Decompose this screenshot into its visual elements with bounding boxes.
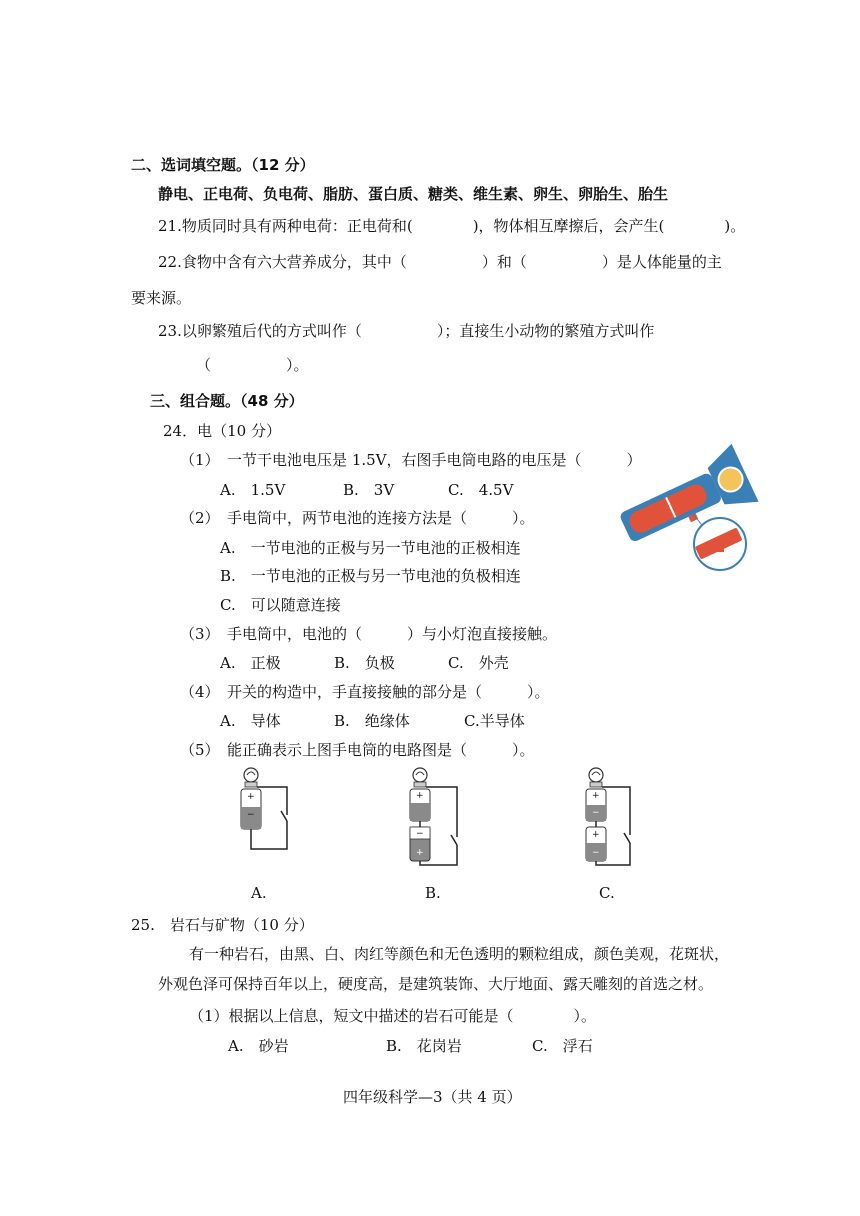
question-24-part2: （2） 手电筒中，两节电池的连接方法是（ ）。 xyxy=(180,509,535,527)
q24-p4-option-a: A. 导体 xyxy=(220,712,281,730)
q24-p1-option-a: A. 1.5V xyxy=(220,481,286,499)
q24-p2-option-a: A. 一节电池的正极与另一节电池的正极相连 xyxy=(220,539,521,557)
circuit-label-c: C. xyxy=(599,884,615,902)
circuit-label-b: B. xyxy=(425,884,441,902)
page-footer: 四年级科学—3（共 4 页） xyxy=(343,1088,522,1106)
q24-p1-option-b: B. 3V xyxy=(343,481,395,499)
question-23-line2: （ ）。 xyxy=(196,356,309,374)
svg-text:−: − xyxy=(416,829,424,839)
question-25-paragraph-line1: 有一种岩石，由黑、白、肉红等颜色和无色透明的颗粒组成，颜色美观，花斑状， xyxy=(189,945,730,963)
svg-text:−: − xyxy=(592,808,600,818)
question-24-part1: （1） 一节干电池电压是 1.5V，右图手电筒电路的电压是（ ） xyxy=(180,451,642,469)
question-24-part3: （3） 手电筒中，电池的（ ）与小灯泡直接接触。 xyxy=(180,625,558,643)
q24-p2-option-b: B. 一节电池的正极与另一节电池的负极相连 xyxy=(220,567,521,585)
svg-text:+: + xyxy=(592,791,600,801)
question-24-title: 24．电（10 分） xyxy=(163,422,281,440)
q24-p4-option-b: B. 绝缘体 xyxy=(334,712,410,730)
q24-p3-option-b: B. 负极 xyxy=(334,654,395,672)
circuit-diagram-a xyxy=(235,765,295,855)
question-25-paragraph-line2: 外观色泽可保持百年以上，硬度高，是建筑装饰、大厅地面、露天雕刻的首选之材。 xyxy=(158,975,714,993)
circuit-label-a: A. xyxy=(251,884,267,902)
q24-p1-option-c: C. 4.5V xyxy=(448,481,514,499)
question-22-line1: 22.食物中含有六大营养成分，其中（ ）和（ ）是人体能量的主 xyxy=(158,253,722,271)
svg-text:+: + xyxy=(247,792,255,802)
svg-text:−: − xyxy=(247,810,255,820)
question-25-title: 25. 岩石与矿物（10 分） xyxy=(131,916,314,934)
q25-p1-option-a: A. 砂岩 xyxy=(228,1037,289,1055)
section-2-heading: 二、选词填空题。（12 分） xyxy=(131,156,315,174)
q24-p3-option-a: A. 正极 xyxy=(220,654,281,672)
question-22-line2: 要来源。 xyxy=(131,289,192,307)
svg-text:−: − xyxy=(592,848,600,858)
section-3-heading: 三、组合题。（48 分） xyxy=(150,392,304,410)
q24-p3-option-c: C. 外壳 xyxy=(448,654,509,672)
circuit-diagram-b xyxy=(402,765,467,870)
flashlight-illustration xyxy=(612,432,762,572)
q24-p4-option-c: C.半导体 xyxy=(464,712,525,730)
question-24-part5: （5） 能正确表示上图手电筒的电路图是（ ）。 xyxy=(180,741,535,759)
question-25-part1: （1）根据以上信息，短文中描述的岩石可能是（ ）。 xyxy=(189,1007,597,1025)
question-23-line1: 23.以卵繁殖后代的方式叫作（ ）；直接生小动物的繁殖方式叫作 xyxy=(158,322,655,340)
svg-text:+: + xyxy=(592,830,600,840)
q25-p1-option-b: B. 花岗岩 xyxy=(386,1037,462,1055)
word-bank: 静电、正电荷、负电荷、脂肪、蛋白质、糖类、维生素、卵生、卵胎生、胎生 xyxy=(158,185,669,203)
svg-text:+: + xyxy=(416,848,424,858)
svg-text:+: + xyxy=(416,791,424,801)
circuit-diagram-c xyxy=(578,765,638,870)
q24-p2-option-c: C. 可以随意连接 xyxy=(220,596,341,614)
q25-p1-option-c: C. 浮石 xyxy=(532,1037,593,1055)
question-21: 21.物质同时具有两种电荷：正电荷和( )，物体相互摩擦后，会产生( )。 xyxy=(158,217,746,235)
question-24-part4: （4） 开关的构造中，手直接接触的部分是（ ）。 xyxy=(180,683,550,701)
